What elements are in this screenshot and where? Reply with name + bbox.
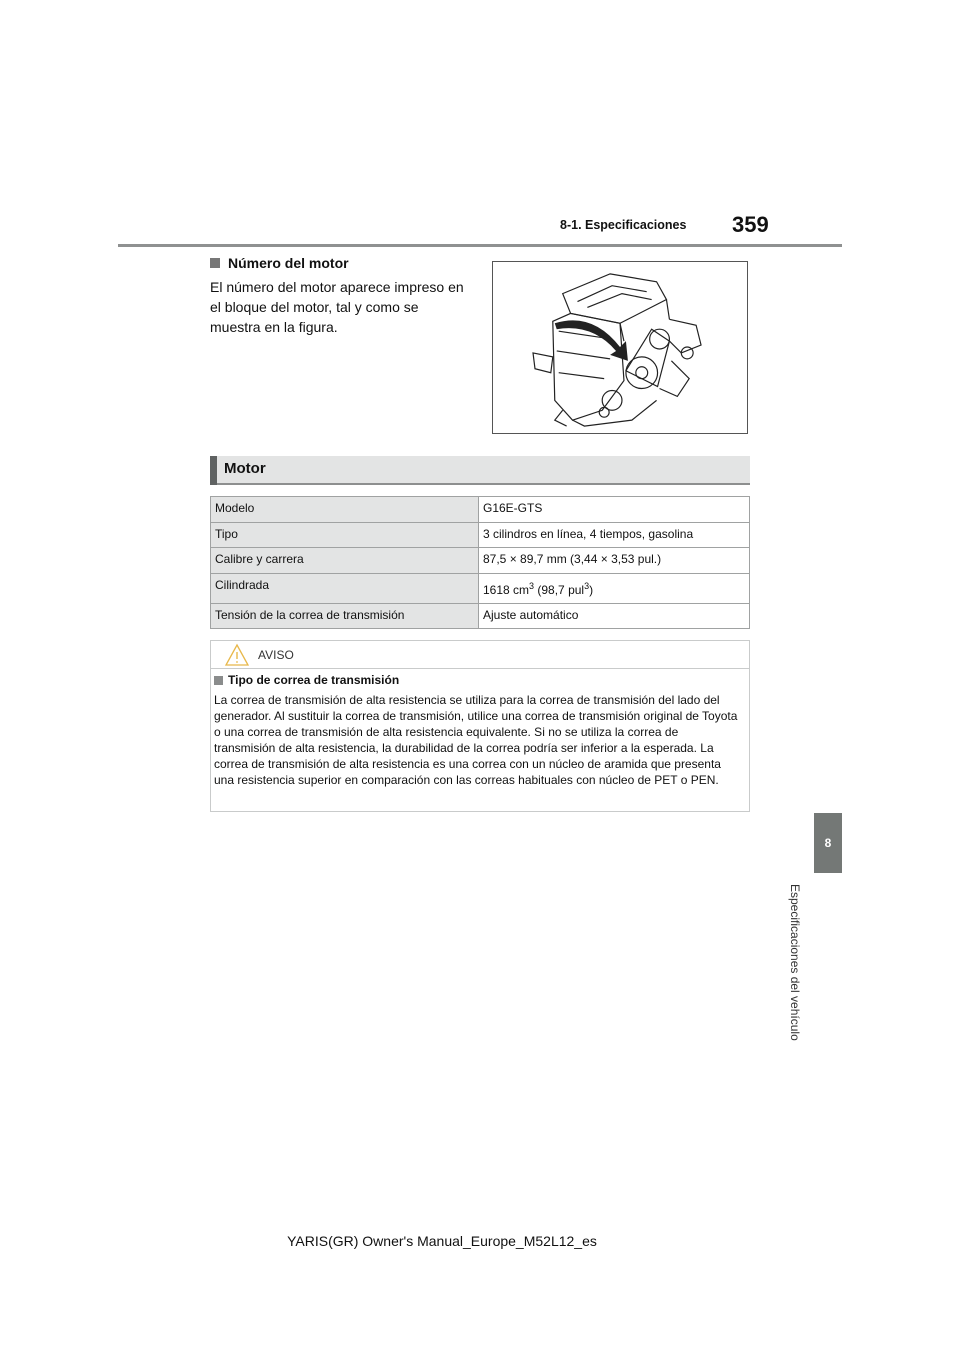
notice-label: AVISO: [258, 648, 294, 662]
spec-value: 3 cilindros en línea, 4 tiempos, gasolina: [479, 523, 750, 548]
table-row: [211, 523, 750, 548]
table-row: [211, 574, 750, 604]
motor-heading: Motor: [224, 460, 266, 477]
spec-label: Cilindrada: [211, 574, 479, 604]
spec-value: G16E-GTS: [479, 497, 750, 523]
spec-value: 87,5 × 89,7 mm (3,44 × 3,53 pul.): [479, 548, 750, 574]
spec-label: Calibre y carrera: [211, 548, 479, 574]
table-row: [211, 548, 750, 574]
spec-label: Tipo: [211, 523, 479, 548]
chapter-side-label: [786, 884, 806, 1064]
square-bullet-icon: [210, 258, 220, 268]
header-rule: [118, 244, 842, 247]
engine-number-heading: Número del motor: [228, 255, 349, 271]
engine-number-text: El número del motor aparece impreso en el bloque del motor, tal y como se muestra en la figura.: [210, 279, 464, 335]
spec-value: Ajuste automático: [479, 604, 750, 629]
notice-text: La correa de transmisión de alta resistencia se utiliza para la correa de transmisión del lado del generador. Al sustituir la correa de transmisión, utilice una correa de transmisión original de Toyota o una correa de transmisión de alta resistencia equivalente. Si no se utiliza la correa de transmisión de alta resistencia, la durabilidad de la correa podría ser inferior a la esperada. La correa de transmisión de alta resistencia es una correa con un núcleo de aramida que presenta una resistencia superior en comparación con las correas habituales con núcleo de PET o PEN.: [214, 693, 738, 787]
chapter-title: Especificaciones del vehículo: [788, 884, 802, 1041]
spec-label: Modelo: [211, 497, 479, 523]
table-row: [211, 497, 750, 523]
motor-heading-bar: [210, 456, 750, 485]
spec-label: Tensión de la correa de transmisión: [211, 604, 479, 629]
warning-triangle-icon: [224, 643, 250, 667]
engine-spec-table: [210, 496, 750, 629]
spec-value: 1618 $cm^3$ (98,7 pul$^3$): [479, 574, 750, 604]
footer: [0, 1233, 960, 1249]
motor-heading-accent: [210, 456, 217, 485]
table-row: [211, 604, 750, 629]
page-number: 359: [732, 212, 769, 237]
notice-subheading: Tipo de correa de transmisión: [228, 673, 400, 687]
footer-text: YARIS(GR) Owner's Manual_Europe_M52L12_es: [287, 1233, 597, 1249]
engine-figure: [492, 261, 748, 434]
engine-illustration: [493, 262, 747, 433]
chapter-tab: [814, 813, 842, 873]
square-bullet-icon: [214, 676, 223, 685]
section-title: 8-1. Especificaciones: [560, 218, 687, 232]
chapter-number: 8: [824, 836, 832, 850]
